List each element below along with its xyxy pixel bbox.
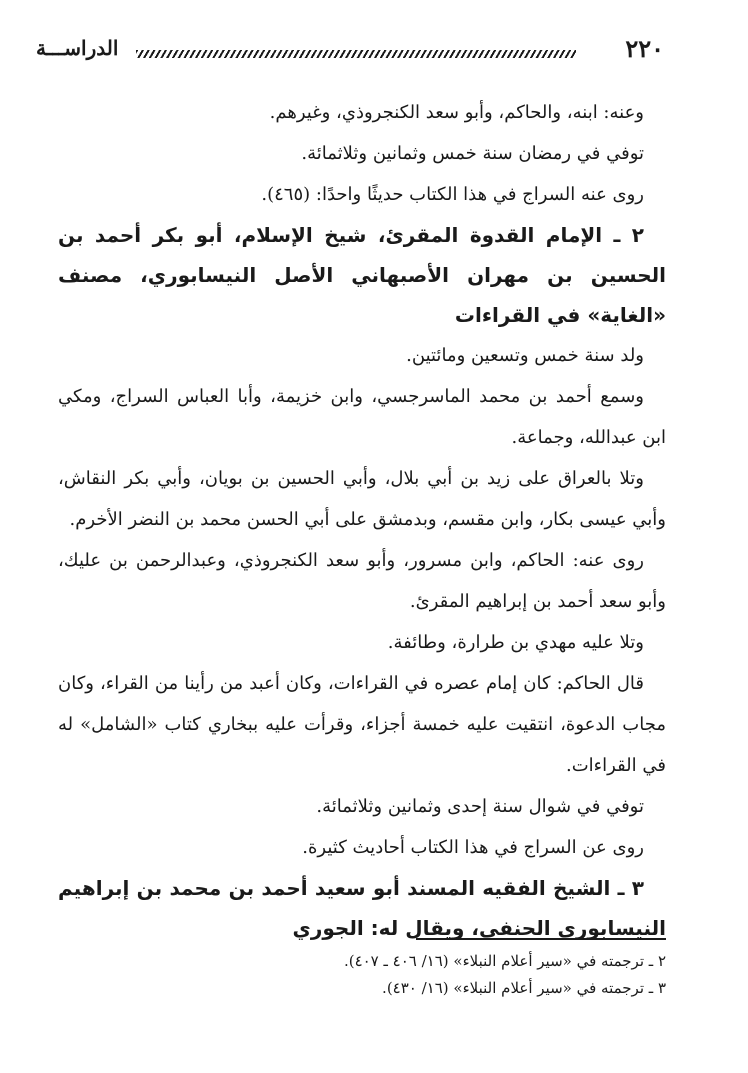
paragraph: توفي في شوال سنة إحدى وثمانين وثلاثمائة.	[316, 796, 644, 817]
biography-heading: ٢ ـ الإمام القدوة المقرئ، شيخ الإسلام، أبو بكر أحمد بن الحسين بن مهران الأصبهاني الأصل النيسابوري، مصنف «الغاية» في القراءات	[58, 223, 666, 327]
paragraph: ولد سنة خمس وتسعين ومائتين.	[406, 345, 644, 366]
header-rule	[136, 50, 576, 58]
footnote: ٣ ـ ترجمته في «سير أعلام النبلاء» (١٦/ ٤٣٠).	[382, 979, 666, 997]
paragraph: قال الحاكم: كان إمام عصره في القراءات، وكان أعبد من رأينا من القراء، وكان مجاب الدعوة، انتقيت عليه خمسة أجزاء، وقرأت عليه ببخاري كتاب «الشامل» له في القراءات.	[58, 673, 666, 776]
paragraph: روى عنه: الحاكم، وابن مسرور، وأبو سعد الكنجروذي، وعبدالرحمن بن عليك، وأبو سعد أحمد بن إبراهيم المقرئ.	[58, 550, 666, 612]
paragraph: توفي في رمضان سنة خمس وثمانين وثلاثمائة.	[301, 143, 644, 164]
paragraph: وتلا بالعراق على زيد بن أبي بلال، وأبي الحسين بن بويان، وأبي بكر النقاش، وأبي عيسى بكار، وابن مقسم، وبدمشق على أبي الحسن محمد بن النضر الأخرم.	[58, 468, 666, 530]
paragraph: وسمع أحمد بن محمد الماسرجسي، وابن خزيمة، وأبا العباس السراج، ومكي ابن عبدالله، وجماعة.	[58, 386, 666, 448]
biography-heading: ٣ ـ الشيخ الفقيه المسند أبو سعيد أحمد بن محمد بن إبراهيم النيسابوري الحنفي، ويقال له: الجوري	[58, 876, 666, 940]
running-title: الدراســـة	[36, 36, 119, 60]
footnote: ٢ ـ ترجمته في «سير أعلام النبلاء» (١٦/ ٤٠٦ ـ ٤٠٧).	[343, 952, 666, 970]
footnotes	[58, 938, 666, 1002]
page-number: ٢٢٠	[625, 34, 664, 63]
body-text	[58, 92, 666, 948]
paragraph: وعنه: ابنه، والحاكم، وأبو سعد الكنجروذي، وغيرهم.	[269, 102, 644, 123]
paragraph: روى عنه السراج في هذا الكتاب حديثًا واحدًا: (٤٦٥).	[261, 184, 644, 205]
paragraph: روى عن السراج في هذا الكتاب أحاديث كثيرة.	[302, 837, 644, 858]
footnote-divider	[416, 938, 666, 940]
page-header	[36, 34, 664, 68]
paragraph: وتلا عليه مهدي بن طرارة، وطائفة.	[387, 632, 644, 653]
